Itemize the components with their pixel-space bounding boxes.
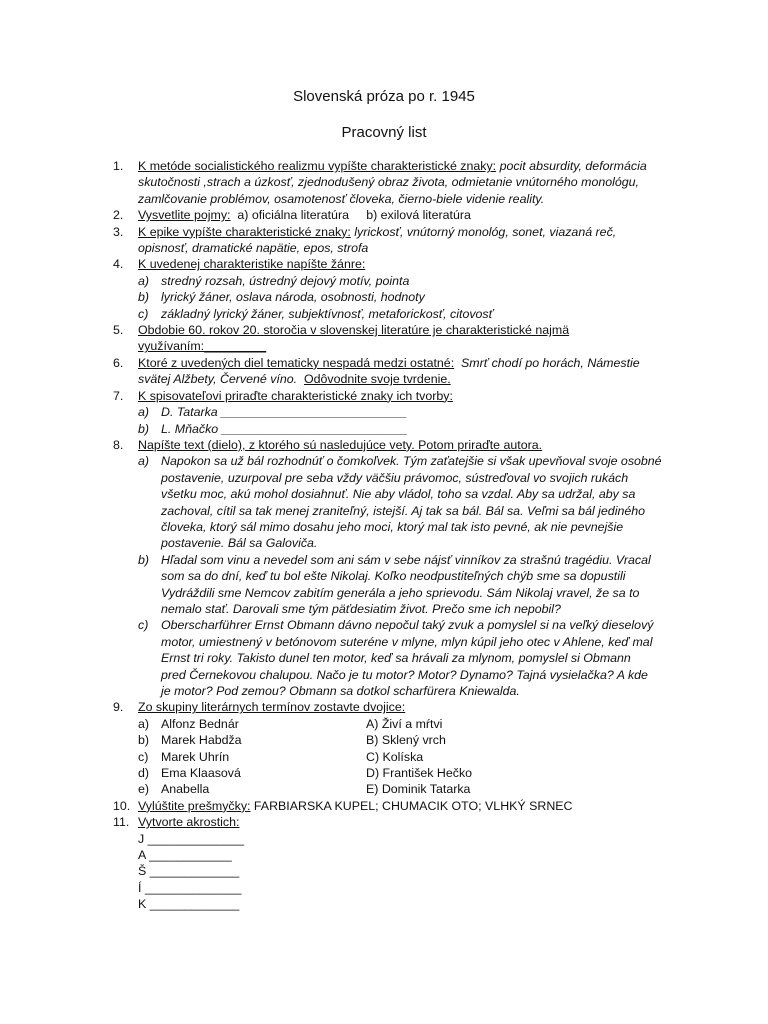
question-prompt: K uvedenej charakteristike napíšte žánre:	[138, 257, 366, 272]
item-letter: b)	[138, 421, 150, 436]
author-name: Alfonz Bednár	[161, 716, 239, 731]
question-9	[113, 699, 673, 715]
question-10	[113, 798, 673, 814]
item-letter: c)	[138, 749, 149, 764]
item-text: L. Mňačko ___________________________	[161, 421, 408, 436]
passage-line: Oberscharführer Ernst Obmann dávno nepočul taký zvuk a pomyslel si na veľký dieselový	[161, 618, 654, 633]
pair-option: C) Kolíska	[366, 749, 424, 764]
item-letter: d)	[138, 765, 150, 780]
pair-row	[113, 749, 673, 765]
acrostic-line: K _____________	[138, 897, 240, 912]
passage-b	[113, 552, 673, 618]
acrostic-line: Í ______________	[138, 880, 242, 895]
item-text: stredný rozsah, ústredný dejový motív, pointa	[161, 273, 410, 288]
question-2	[113, 207, 673, 223]
question-number: 2.	[113, 208, 124, 223]
pair-row	[113, 716, 673, 732]
question-3	[113, 224, 673, 257]
answer-text: skutočnosti ,strach a úzkosť, zjednodušený obraz života, odmietanie vnútorného monológu,	[138, 175, 639, 190]
question-prompt: Vysvetlite pojmy:	[138, 208, 231, 223]
question-text	[138, 798, 673, 814]
pair-option: B) Sklený vrch	[366, 733, 446, 748]
pair-option: E) Dominik Tatarka	[366, 782, 471, 797]
passage-line: Ernst tri roky. Takisto dunel ten motor, keď sa hrávali za mlynom, pomyslel si Obmann	[161, 651, 631, 666]
answer-text: pocit absurdity, deformácia	[499, 159, 647, 173]
item-letter: a)	[138, 405, 150, 420]
passage-line: motor, umiestnený v betónovom suteréne v mlyne, mlyn kúpil jeho otec v Ahlene, keď mal	[161, 634, 653, 649]
author-name: Anabella	[161, 782, 210, 797]
passage-line: postavenie, uzurpoval pre seba vždy väčšiu právomoc, sústreďoval vo svojich rukách	[161, 470, 629, 485]
question-prompt: Obdobie 60. rokov 20. storočia v slovenskej literatúre je charakteristické najmä	[138, 323, 570, 338]
question-text	[138, 158, 673, 174]
question-number: 1.	[113, 159, 124, 173]
pair-row	[113, 732, 673, 748]
passage-line: človeka, ktorý sál mimo dosahu jeho moci, ktorý mal tak isto pevné, ak nie pevnejšie	[161, 519, 624, 534]
question-prompt: Napíšte text (dielo), z ktorého sú nasledujúce vety. Potom priraďte autora.	[138, 437, 543, 452]
item-letter: e)	[138, 782, 150, 797]
item-text: základný lyrický žáner, subjektívnosť, metaforickosť, citovosť	[161, 306, 493, 321]
works-list: Smrť chodí po horách, Námestie	[461, 355, 640, 370]
author-name: Marek Uhrín	[161, 749, 230, 764]
acrostic-line: Š _____________	[138, 864, 240, 879]
author-name: Marek Habdža	[161, 733, 242, 748]
passage-line: Hľadal som vinu a nevedel som ani sám v sebe nájsť vinníkov za strašnú tragédiu. Vracal	[161, 552, 651, 567]
question-number: 6.	[113, 355, 124, 370]
pair-row	[113, 781, 673, 797]
question-prompt: Vytvorte akrostich:	[138, 815, 240, 830]
question-prompt: Zo skupiny literárnych termínov zostavte dvojice:	[138, 700, 406, 715]
question-number: 8.	[113, 437, 124, 452]
question-8	[113, 437, 673, 453]
passage-line: Vydráždili sme Nemcov zabitím generála a jeho sprievodu. Sám Nikolaj vravel, že sa to	[161, 585, 640, 600]
item-text: D. Tatarka ___________________________	[161, 405, 408, 420]
question-prompt: využívaním:_________	[138, 339, 267, 354]
item-letter: b)	[138, 290, 150, 305]
item-letter: c)	[138, 618, 149, 633]
list-item	[113, 421, 673, 437]
question-prompt: K spisovateľovi priraďte charakteristické znaky ich tvorby:	[138, 388, 453, 403]
item-letter: a)	[138, 716, 150, 731]
passage-line: nemalo stať. Darovali sme tým päťdesiatim život. Prečo sme ich nepobil?	[161, 601, 561, 616]
item-letter: b)	[138, 733, 150, 748]
page-subtitle: Pracovný list	[341, 124, 427, 141]
list-item	[113, 404, 673, 420]
item-letter: a)	[138, 454, 150, 469]
author-name: Ema Klaasová	[161, 765, 241, 780]
passage-line: som sa do dní, keď tu bol ešte Nikolaj. Koľko neodpustiteľných chýb sme sa dopustili	[161, 569, 626, 584]
anagram-list: FARBIARSKA KUPEL; CHUMACIK OTO; VLHKÝ SRNEC	[253, 798, 573, 813]
question-number: 11.	[113, 815, 130, 830]
question-prompt: Ktoré z uvedených diel tematicky nespadá medzi ostatné:	[138, 355, 455, 370]
works-list: svätej Alžbety, Červené víno.	[138, 372, 298, 387]
question-list	[113, 158, 673, 913]
passage-line: zachoval, cítil sa tak menej zraniteľný, istejší. Aj tak sa bál. Bál sa. Veľmi sa bál jediného	[161, 503, 646, 518]
passage-line: je motor? Pod zemou? Obmann sa dotkol scharfürera Kniewalda.	[161, 684, 520, 698]
answer-text: zamlčovanie problémov, osamotenosť človeka, čierno-biele videnie reality.	[138, 191, 545, 206]
question-4	[113, 256, 673, 272]
question-text	[138, 224, 673, 240]
question-6	[113, 355, 673, 388]
list-item	[113, 273, 673, 289]
question-number: 4.	[113, 257, 124, 272]
question-5	[113, 322, 673, 355]
answer-text: lyrickosť, vnútorný monológ, sonet, viazaná reč,	[354, 224, 617, 239]
acrostic-line: A ____________	[138, 847, 232, 862]
question-text	[138, 207, 673, 223]
acrostic-line: J ______________	[138, 831, 245, 846]
list-item	[113, 306, 673, 322]
pair-option: A) Živí a mŕtvi	[366, 716, 443, 731]
question-number: 10.	[113, 798, 131, 813]
passage-line: pred Černekovou chalupou. Načo je tu motor? Motor? Dynamo? Tajná vysielačka? A kde	[161, 667, 648, 682]
question-7	[113, 388, 673, 404]
question-task: Odôvodnite svoje tvrdenie.	[303, 372, 451, 387]
item-letter: b)	[138, 552, 150, 567]
item-text: lyrický žáner, oslava národa, osobnosti, hodnoty	[161, 290, 425, 305]
passage-line: Napokon sa už bál rozhodnúť o čomkoľvek. Tým zaťatejšie si však upevňoval svoje osobné	[161, 454, 662, 469]
question-1	[113, 158, 673, 207]
question-prompt: Vylúštite prešmyčky:	[138, 798, 251, 813]
passage-a	[113, 453, 673, 551]
list-item	[113, 289, 673, 305]
question-prompt: K metóde socialistického realizmu vypíšte charakteristické znaky:	[138, 159, 497, 173]
passage-line: postavenie. Bál sa Galoviča.	[161, 536, 318, 551]
pair-option: D) František Hečko	[366, 765, 473, 780]
question-number: 5.	[113, 323, 124, 338]
item-letter: c)	[138, 306, 149, 321]
question-text	[138, 355, 673, 371]
passage-line: všetku moc, akú mohol dosiahnuť. Nie aby vládol, toho sa vzdal. Aby sa udržal, aby sa	[161, 487, 636, 502]
question-number: 7.	[113, 388, 124, 403]
question-text	[138, 371, 673, 387]
page-title: Slovenská próza po r. 1945	[293, 88, 475, 105]
answer-text: opisnosť, dramatické napätie, epos, strofa	[138, 241, 369, 256]
question-number: 9.	[113, 700, 124, 715]
question-11	[113, 814, 673, 830]
passage-c	[113, 617, 673, 699]
term-b: b) exilová literatúra	[366, 208, 471, 223]
pair-row	[113, 765, 673, 781]
item-letter: a)	[138, 273, 150, 288]
question-number: 3.	[113, 224, 124, 239]
term-a: a) oficiálna literatúra	[237, 208, 349, 223]
question-prompt: K epike vypíšte charakteristické znaky:	[138, 224, 351, 239]
